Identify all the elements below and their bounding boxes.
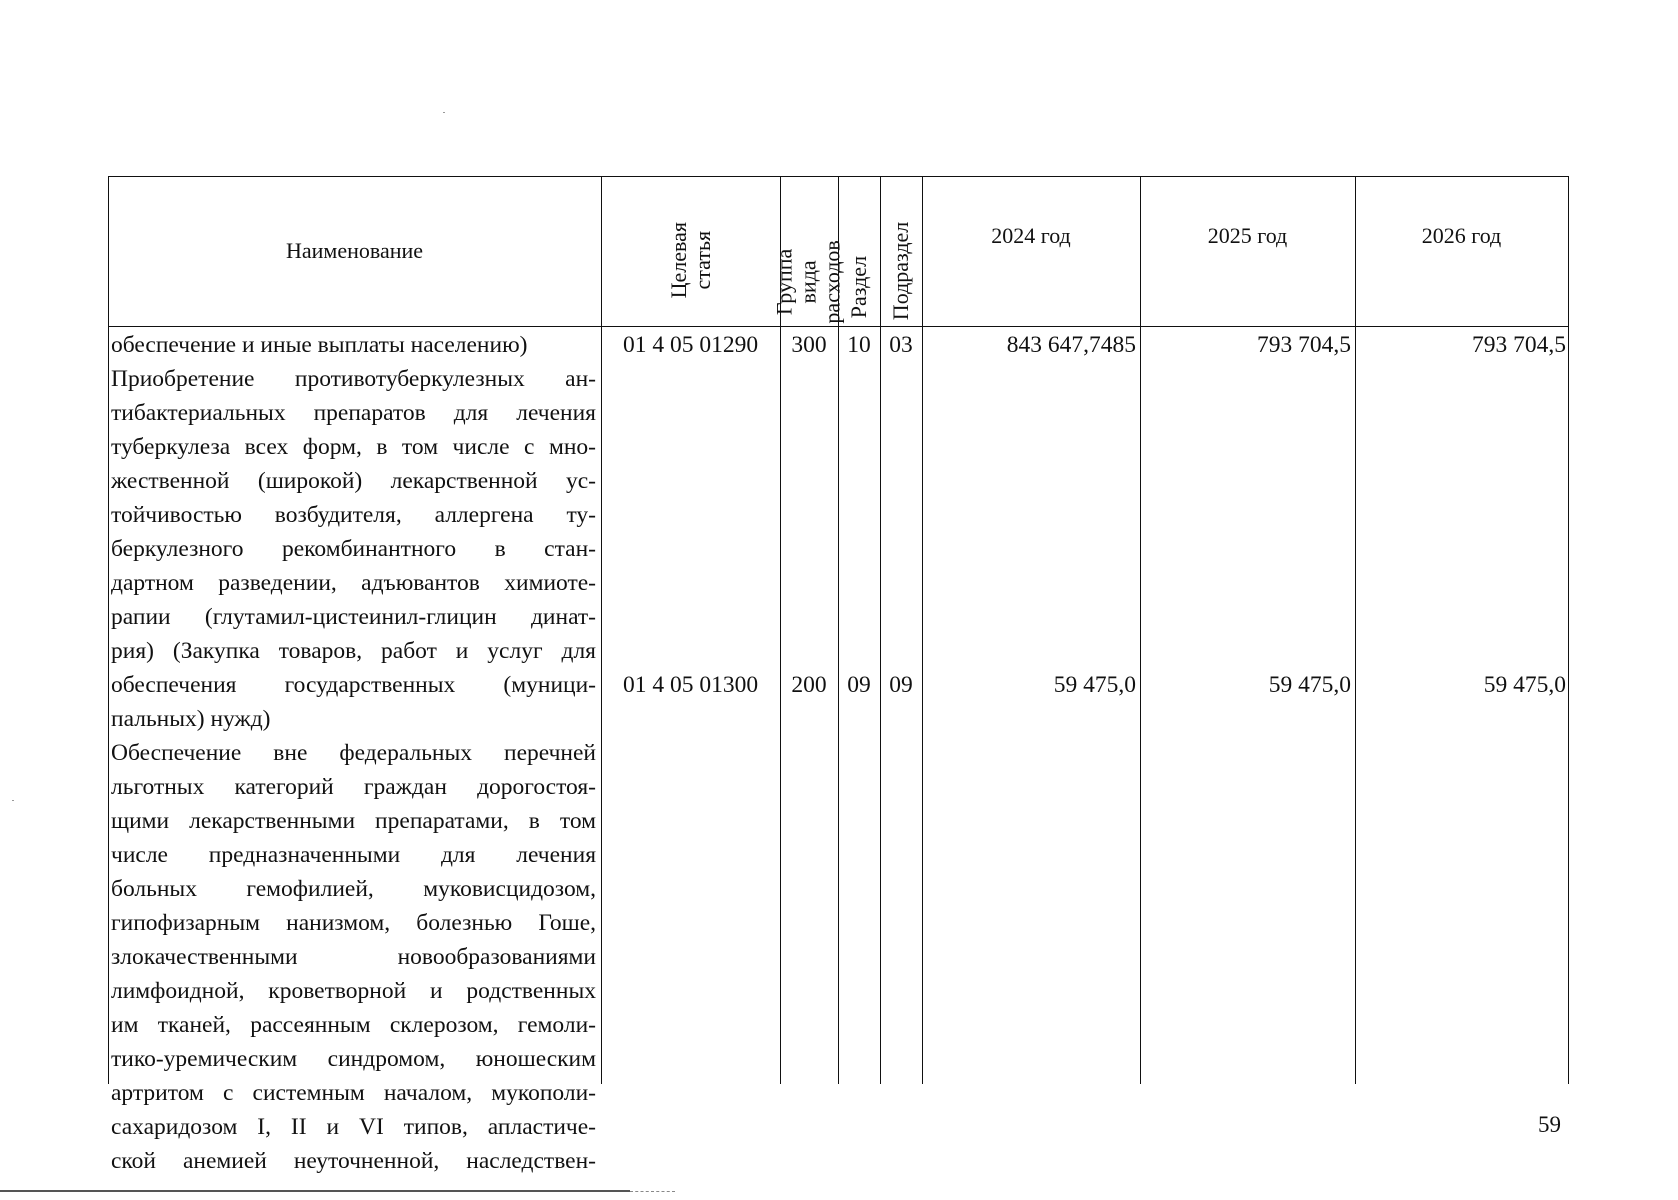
scan-edge-line: [0, 1190, 630, 1192]
row1-section: 10: [847, 332, 871, 358]
row2-2026: 59 475,0: [1483, 672, 1566, 698]
header-2025: [1140, 176, 1355, 326]
name-text-line: рапии (глутамил-цистеинил-глицин динат-: [111, 604, 596, 630]
name-text-line: больных гемофилией, муковисцидозом,: [111, 876, 596, 902]
row1-target-article: 01 4 05 01290: [622, 332, 759, 358]
header-2024: [922, 176, 1140, 326]
name-text-line: ской анемией неуточненной, наследствен-: [111, 1148, 596, 1174]
header-target-article-label: Целевая статья: [665, 221, 715, 298]
row1-2024: 843 647,7485: [1006, 332, 1136, 358]
name-text-line: обеспечение и иные выплаты населению): [111, 332, 528, 358]
name-text-line: обеспечения государственных (муници-: [111, 672, 596, 698]
name-text-line: числе предназначенными для лечения: [111, 842, 596, 868]
row2-expense-group: 200: [791, 672, 827, 698]
name-text-line: тойчивостью возбудителя, аллергена ту-: [111, 502, 596, 528]
name-text-line: рия) (Закупка товаров, работ и услуг для: [111, 638, 596, 664]
row2-section: 09: [847, 672, 871, 698]
name-text-line: тибактериальных препаратов для лечения: [111, 400, 596, 426]
name-text-line: лимфоидной, кроветворной и родственных: [111, 978, 596, 1004]
page-number: 59: [1538, 1112, 1561, 1137]
header-expense-group-label: Группа вида расходов: [771, 240, 846, 324]
name-text-line: жественной (широкой) лекарственной ус-: [111, 468, 596, 494]
row1-2026: 793 704,5: [1472, 332, 1566, 358]
row1-expense-group: 300: [791, 332, 827, 358]
name-text-line: Обеспечение вне федеральных перечней: [111, 740, 596, 766]
name-text-line: им тканей, рассеянным склерозом, гемоли-: [111, 1012, 596, 1038]
name-text-line: сахаридозом I, II и VI типов, апластиче-: [111, 1114, 596, 1140]
name-text-line: гипофизарным нанизмом, болезнью Гоше,: [111, 910, 596, 936]
row2-target-article: 01 4 05 01300: [622, 672, 759, 698]
name-text-line: льготных категорий граждан дорогостоя-: [111, 774, 596, 800]
header-subsection-label: Подраздел: [887, 221, 913, 320]
header-section: [838, 176, 880, 326]
header-target-article: [601, 176, 780, 326]
header-2024-label: 2024 год: [991, 223, 1071, 248]
name-text-line: беркулезного рекомбинантного в стан-: [111, 536, 596, 562]
row1-subsection: 03: [889, 332, 913, 358]
header-subsection: [880, 176, 922, 326]
name-text-line: злокачественными новообразованиями: [111, 944, 596, 970]
row2-2024: 59 475,0: [1053, 672, 1136, 698]
scan-edge-dash: [630, 1191, 675, 1192]
row1-2025: 793 704,5: [1257, 332, 1351, 358]
row2-2025: 59 475,0: [1268, 672, 1351, 698]
name-column-text: [111, 328, 596, 1178]
header-name: [108, 176, 601, 326]
name-text-line: щими лекарственными препаратами, в том: [111, 808, 596, 834]
budget-table: [108, 176, 1569, 1174]
name-text-line: тико-уремическим синдромом, юношеским: [111, 1046, 596, 1072]
name-text-line: пальных) нужд): [111, 706, 271, 732]
header-2025-label: 2025 год: [1207, 223, 1288, 248]
header-2026-label: 2026 год: [1421, 223, 1502, 248]
name-text-line: дартном разведении, адъювантов химиоте-: [111, 570, 596, 596]
name-text-line: артритом с системным началом, мукополи-: [111, 1080, 596, 1106]
header-2026: [1355, 176, 1568, 326]
header-expense-group: [771, 176, 846, 326]
scan-speck: [443, 112, 445, 113]
row2-subsection: 09: [889, 672, 913, 698]
scan-speck: [12, 800, 14, 801]
header-section-label: Раздел: [845, 255, 871, 318]
name-text-line: туберкулеза всех форм, в том числе с мно-: [111, 434, 596, 460]
name-text-line: Приобретение противотуберкулезных ан-: [111, 366, 596, 392]
col-border-right: [1568, 176, 1569, 1084]
header-name-label: Наименование: [285, 237, 424, 263]
